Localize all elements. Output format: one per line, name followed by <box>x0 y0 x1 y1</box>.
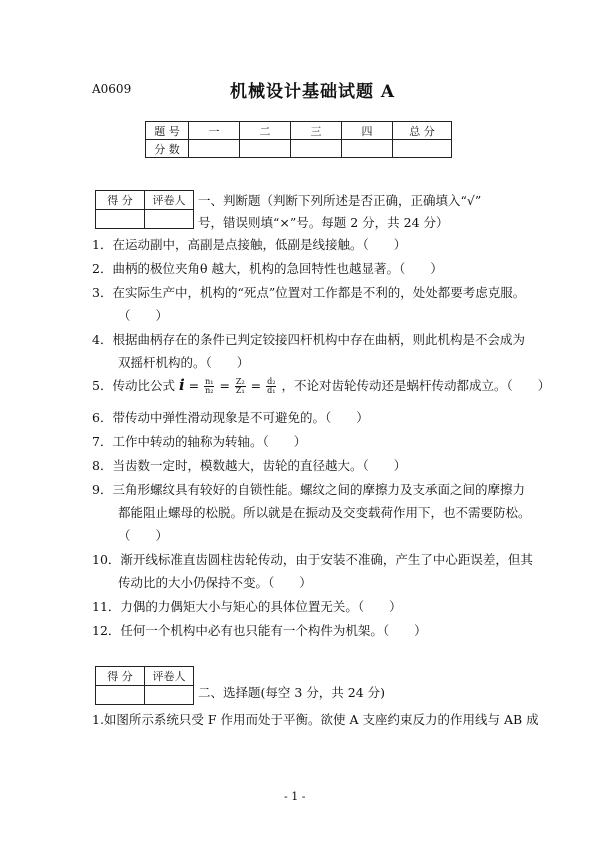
cell <box>393 140 452 158</box>
cell <box>291 140 342 158</box>
question-4-line1: 4．根据曲柄存在的条件已判定铰接四杆机构中存在曲柄，则此机构是不会成为 <box>92 332 525 347</box>
question-5 <box>92 376 550 395</box>
question-5-suffix: ，不论对齿轮传动还是蜗杆传动都成立。（ ） <box>281 378 551 393</box>
question-9-line1: 9．三角形螺纹具有较好的自锁性能。螺纹之间的摩擦力及支承面之间的摩擦力 <box>92 482 525 497</box>
question-8: 8．当齿数一定时，模数越大，齿轮的直径越大。（ ） <box>92 458 407 473</box>
cell: 总 分 <box>393 122 452 140</box>
section1-title <box>198 190 481 234</box>
formula-eq: = <box>188 378 200 393</box>
section2-title: 二、选择题(每空 3 分，共 24 分) <box>198 685 386 700</box>
fraction-n-num: n₁ <box>205 377 214 386</box>
section2-grader-box <box>95 666 194 705</box>
formula-eq: = <box>250 378 262 393</box>
exam-title: 机械设计基础试题 A <box>230 82 396 102</box>
formula-eq: = <box>219 378 230 393</box>
question-10-line2: 传动比的大小仍保持不变。（ ） <box>118 575 312 590</box>
score-label: 得 分 <box>96 667 145 686</box>
section2-question-1: 1.如图所示系统只受 F 作用而处于平衡。欲使 A 支座约束反力的作用线与 AB 成 <box>92 712 539 727</box>
score-cell <box>96 210 145 229</box>
cell: 一 <box>189 122 240 140</box>
grader-cell <box>145 686 194 705</box>
question-4-line2: 双摇杆机构的。（ ） <box>118 355 250 370</box>
question-3-line2: （ ） <box>118 308 169 323</box>
cell <box>189 140 240 158</box>
fraction-n <box>204 378 214 395</box>
score-table-score-row <box>146 140 452 158</box>
question-3-line1: 3．在实际生产中，机构的“死点”位置对工作都是不利的，处处都要考虑克服。 <box>92 285 526 300</box>
fraction-d <box>266 378 276 395</box>
exam-code: A0609 <box>92 82 132 96</box>
section1-grader-box <box>95 190 194 229</box>
grader-label: 评卷人 <box>145 667 194 686</box>
fraction-d-den: d₁ <box>267 386 276 395</box>
fraction-z <box>235 378 246 395</box>
cell: 四 <box>342 122 393 140</box>
cell <box>342 140 393 158</box>
question-2: 2．曲柄的极位夹角θ 越大，机构的急回特性也越显著。（ ） <box>92 261 443 276</box>
formula-i: i <box>178 376 185 394</box>
grader-label: 评卷人 <box>145 191 194 210</box>
score-table-header-row <box>146 122 452 140</box>
grader-cell <box>145 210 194 229</box>
cell: 三 <box>291 122 342 140</box>
cell <box>240 140 291 158</box>
question-7: 7．工作中转动的轴称为转轴。（ ） <box>92 434 307 449</box>
question-6: 6．带传动中弹性滑动现象是不可避免的。（ ） <box>92 410 369 425</box>
question-1: 1．在运动副中，高副是点接触，低副是线接触。（ ） <box>92 237 407 252</box>
fraction-z-den: Z₁ <box>235 386 245 395</box>
cell-label: 分 数 <box>146 140 189 158</box>
fraction-z-num: Z₂ <box>235 377 245 386</box>
question-11: 11．力偶的力偶矩大小与矩心的具体位置无关。（ ） <box>92 599 402 614</box>
question-9-line2: 都能阻止螺母的松脱。所以就是在振动及交变载荷作用下，也不需要防松。 <box>118 505 531 520</box>
question-9-line3: （ ） <box>118 528 169 543</box>
page-number: - 1 - <box>284 790 306 803</box>
section1-title-line2: 号，错误则填“×”号。每题 2 分，共 24 分） <box>198 215 449 230</box>
score-table <box>145 121 452 158</box>
fraction-d-num: d₂ <box>267 377 276 386</box>
section1-title-line1: 一、判断题（判断下列所述是否正确，正确填入“√” <box>198 193 482 208</box>
score-cell <box>96 686 145 705</box>
score-label: 得 分 <box>96 191 145 210</box>
fraction-n-den: n₂ <box>205 386 214 395</box>
question-5-prefix: 5．传动比公式 <box>92 378 175 393</box>
question-12: 12．任何一个机构中必有也只能有一个构件为机架。（ ） <box>92 623 427 638</box>
cell-label: 题 号 <box>146 122 189 140</box>
cell: 二 <box>240 122 291 140</box>
question-10-line1: 10．渐开线标准直齿圆柱齿轮传动，由于安装不准确，产生了中心距误差，但其 <box>92 552 533 567</box>
